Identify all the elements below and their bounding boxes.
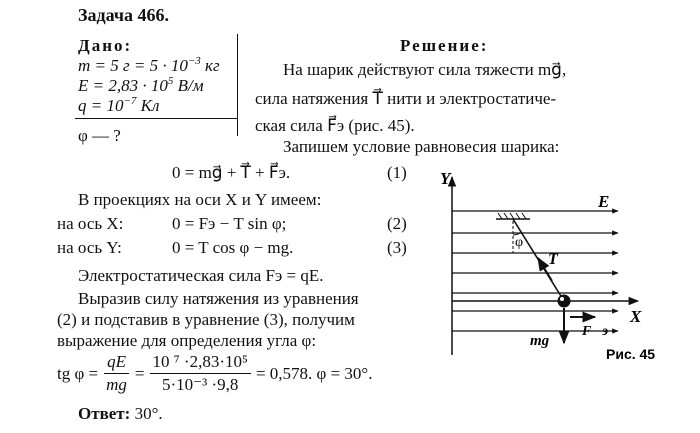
derivation-line: Выразив силу натяжения из уравнения [78,289,359,308]
equation-1-number: (1) [387,163,407,182]
label-fe: F⃗э [582,324,609,339]
axis-y-label: на ось Y: [57,238,122,257]
answer [78,404,163,424]
equation-3-number: (3) [387,238,407,257]
solution-intro-line: сила натяжения T⃗ нити и электростатиче- [255,89,557,108]
answer-value: 30°. [134,404,163,423]
label-e: E⃗ [598,192,623,211]
given-field: $E = 2,83 \cdot 10^5$ В/м [78,75,204,95]
ceiling-hatch [496,213,530,219]
given-mass: m = 5 $г = 5 \cdot 10^{-3}$ кг [78,55,220,75]
ball [558,295,571,308]
label-t: T⃗ [548,251,571,268]
fraction-numerator: 10 ⁷ ·2,83·10⁵ [150,352,251,374]
equation-2: 0 = Fэ − T sin φ; [172,214,287,233]
fraction-qe-mg [103,352,130,395]
derivation-line: (2) и подставив в уравнение (3), получим [57,310,355,329]
given-heading: Дано: [78,36,133,55]
label-y: Y [440,169,451,188]
final-lhs: tg φ = [57,363,99,383]
final-equals: = [134,363,145,383]
force-text: Электростатическая сила Fэ = qE. [78,266,324,285]
equilibrium-text: Запишем условие равновесия шарика: [283,137,560,156]
solution-intro-line: На шарик действуют сила тяжести mg⃗, [283,60,567,79]
given-charge: $q = 10^{-7}$ Кл [78,95,160,115]
solution-intro-line: ская сила F⃗э (рис. 45). [255,116,415,135]
fraction-denominator: 5·10⁻³ ·9,8 [162,375,239,394]
axis-x-label: на ось X: [57,214,124,233]
given-divider [75,118,237,119]
fraction-numeric [150,352,251,395]
equation-2-number: (2) [387,214,407,233]
fraction-denominator: mg [106,375,127,394]
final-result: = 0,578. φ = 30°. [255,363,373,383]
label-mg: mg⃗ [530,333,561,349]
equation-3: 0 = T cos φ − mg. [172,238,294,257]
figure-caption: Рис. 45 [606,346,656,362]
solution-heading: Решение: [400,36,489,55]
given-find: φ — ? [78,126,121,145]
field-lines [452,211,618,331]
label-x: X [630,307,642,326]
label-phi: φ [515,235,524,250]
equation-1: 0 = mg⃗ + T⃗ + F⃗э. [172,163,291,182]
projection-text: В проекциях на оси X и Y имеем: [78,190,322,209]
fraction-numerator: qE [104,352,129,374]
given-vertical-divider [237,34,238,136]
figure-45 [440,165,700,433]
derivation-line: выражение для определения угла φ: [57,331,317,350]
problem-title: Задача 466. [78,5,170,25]
final-formula [57,352,372,395]
answer-label: Ответ: [78,404,131,423]
